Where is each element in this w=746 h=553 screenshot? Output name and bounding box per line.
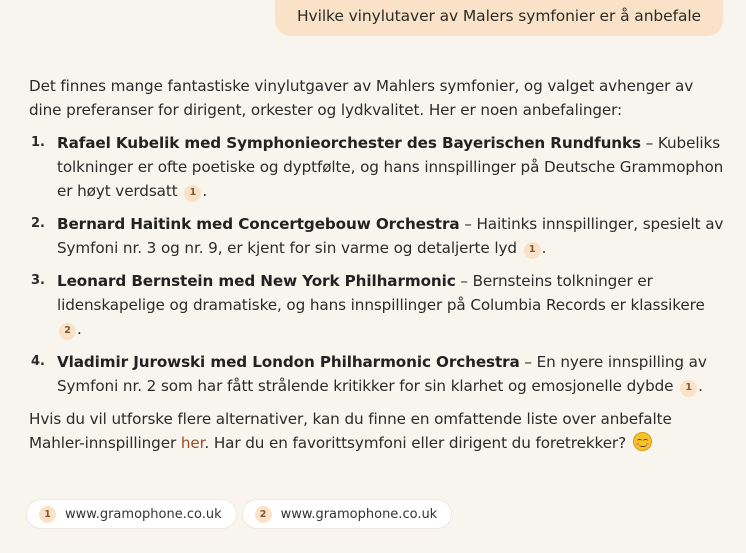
mahler-recordings-link[interactable]: her xyxy=(180,434,205,452)
recommendation-description: – Kubeliks tolkninger er ofte poetiske og dyptfølte, og hans innspillinger på Deutsche Grammophon er høyt verdsatt xyxy=(57,134,724,200)
punctuation: . xyxy=(77,320,82,338)
citation-badge[interactable]: 1 xyxy=(680,380,697,397)
recommendation-item xyxy=(29,269,729,341)
item-number: 4. xyxy=(31,354,45,369)
assistant-answer xyxy=(29,74,729,455)
sources-list xyxy=(27,500,451,528)
answer-intro: Det finnes mange fantastiske vinylutgaver av Mahlers symfonier, og valget avhenger av dine preferanser for dirigent, orkester og lydkvalitet. Her er noen anbefalinger: xyxy=(29,77,694,119)
punctuation: . xyxy=(698,377,703,395)
source-index-badge: 2 xyxy=(255,506,272,523)
source-index-badge: 1 xyxy=(39,506,56,523)
recommendation-title: Rafael Kubelik med Symphonieorchester des Bayerischen Rundfunks xyxy=(57,134,641,152)
answer-outro xyxy=(29,407,729,455)
recommendation-title: Bernard Haitink med Concertgebouw Orchestra xyxy=(57,215,460,233)
outro-text-question: . Har du en favorittsymfoni eller dirigent du foretrekker? xyxy=(204,434,631,452)
recommendation-item xyxy=(29,212,729,260)
citation-badge[interactable]: 2 xyxy=(59,323,76,340)
recommendation-description: – Haitinks innspillinger, spesielt av Symfoni nr. 3 og nr. 9, er kjent for sin varme og detaljerte lyd xyxy=(57,215,724,257)
punctuation: . xyxy=(202,182,208,200)
source-link[interactable] xyxy=(243,500,452,528)
recommendation-item xyxy=(29,131,729,203)
recommendation-item xyxy=(29,350,729,398)
source-link[interactable] xyxy=(27,500,236,528)
recommendation-title: Vladimir Jurowski med London Philharmonic Orchestra xyxy=(57,353,520,371)
source-domain: www.gramophone.co.uk xyxy=(65,506,222,522)
item-number: 1. xyxy=(31,135,45,150)
smiling-face-icon xyxy=(633,432,652,451)
user-message-bubble xyxy=(275,0,723,36)
recommendations-list xyxy=(29,131,729,398)
item-number: 3. xyxy=(31,273,45,288)
recommendation-description: – Bernsteins tolkninger er lidenskapelige og dramatiske, og hans innspillinger på Columbia Records er klassikere xyxy=(57,272,705,314)
punctuation: . xyxy=(541,239,547,257)
source-domain: www.gramophone.co.uk xyxy=(280,506,438,522)
citation-badge[interactable]: 1 xyxy=(184,185,201,202)
user-message-text: Hvilke vinylutaver av Malers symfonier er å anbefale xyxy=(296,7,701,25)
item-number: 2. xyxy=(31,216,45,231)
recommendation-description: – En nyere innspilling av Symfoni nr. 2 som har fått strålende kritikker for sin klarhet og emosjonelle dybde xyxy=(57,353,707,395)
citation-badge[interactable]: 1 xyxy=(524,242,541,259)
recommendation-title: Leonard Bernstein med New York Philharmonic xyxy=(57,272,456,290)
outro-text: Hvis du vil utforske flere alternativer, kan du finne en omfattende liste over anbefalte Mahler-innspillinger xyxy=(29,410,672,452)
